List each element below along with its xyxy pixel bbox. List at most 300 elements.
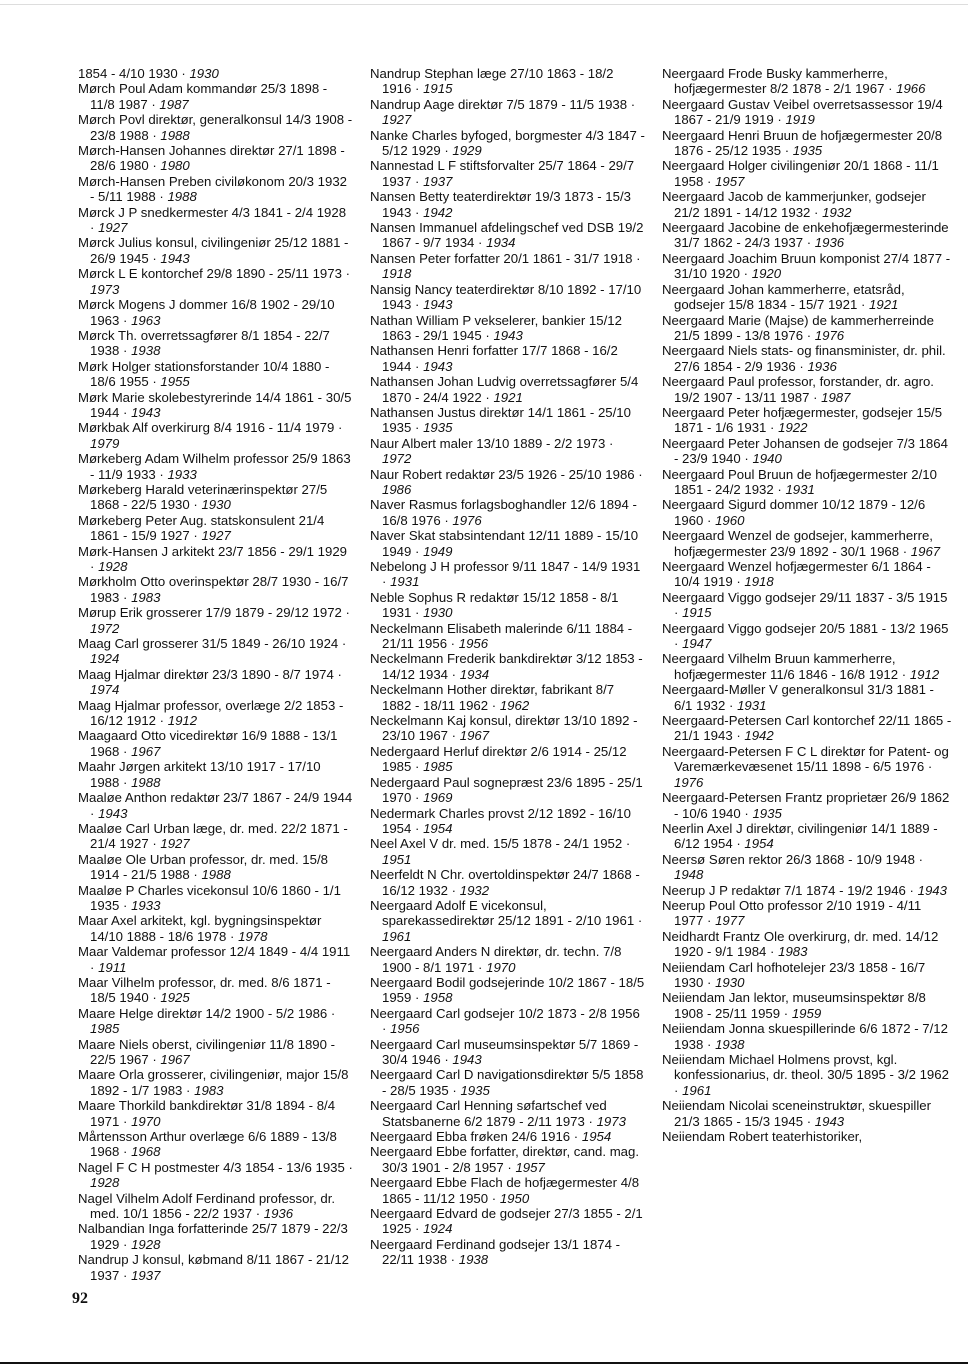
index-entry	[662, 929, 952, 960]
entry-year: 1966	[896, 81, 926, 97]
entry-text: Maag Hjalmar direktør 23/3 1890 - 8/7 1974 ·	[78, 666, 342, 682]
index-entry	[662, 1098, 952, 1129]
entry-text: Mørch-Hansen Johannes direktør 27/1 1898 - 28/6 1980 ·	[78, 143, 345, 174]
entry-year: 1930	[189, 66, 219, 81]
entry-text: Neidhardt Frantz Ole overkirurg, dr. med. 14/12 1920 - 9/1 1984 ·	[662, 928, 939, 960]
entry-year: 1927	[98, 220, 128, 236]
index-entry	[78, 174, 353, 205]
entry-text: Mørk Marie skolebestyrerinde 14/4 1861 - 30/5 1944 ·	[78, 389, 352, 420]
entry-text: Maahr Jørgen arkitekt 13/10 1917 - 17/10 1988 ·	[78, 759, 321, 790]
index-entry	[370, 621, 645, 652]
index-entry	[78, 1252, 353, 1283]
entry-year: 1918	[744, 574, 774, 590]
entry-text: Naur Robert redaktør 23/5 1926 - 25/10 1986 ·	[370, 466, 643, 482]
entry-year: 1980	[160, 158, 190, 174]
index-entry	[370, 1098, 645, 1129]
entry-year: 1927	[382, 112, 412, 128]
index-entry	[78, 667, 353, 698]
entry-year: 1943	[98, 805, 128, 821]
entry-text: Maaløe P Charles vicekonsul 10/6 1860 - 1/1 1935 ·	[78, 882, 341, 913]
entry-year: 1957	[515, 1159, 545, 1175]
entry-year: 1915	[682, 605, 712, 621]
entry-year: 1988	[160, 127, 190, 143]
entry-year: 1957	[715, 173, 745, 189]
index-entry	[662, 990, 952, 1021]
entry-year: 1936	[807, 358, 837, 374]
index-entry	[370, 898, 645, 944]
entry-text: Nannestad L F stiftsforvalter 25/7 1864 - 29/7 1937 ·	[370, 158, 635, 189]
entry-text: Maare Orla grosserer, civilingeniør, major 15/8 1892 - 1/7 1983 ·	[78, 1067, 349, 1098]
entry-text: Nedermark Charles provst 2/12 1892 - 16/10 1954 ·	[370, 805, 631, 836]
entry-year: 1985	[90, 1021, 120, 1037]
index-entry	[662, 1129, 952, 1144]
index-entry	[662, 590, 952, 621]
entry-text: Mørck L E kontorchef 29/8 1890 - 25/11 1973 ·	[78, 266, 350, 282]
index-entry	[370, 590, 645, 621]
entry-year: 1973	[596, 1113, 626, 1129]
index-entry	[78, 636, 353, 667]
entry-year: 1956	[458, 636, 489, 652]
index-entry	[662, 251, 952, 282]
entry-text: Neergaard Henri Bruun de hofjægermester 20/8 1876 - 25/12 1935 ·	[662, 127, 943, 159]
index-entry	[662, 713, 952, 744]
entry-year: 1934	[486, 235, 516, 251]
index-entry	[78, 328, 353, 359]
entry-text: Mørup Erik grosserer 17/9 1879 - 29/12 1972 ·	[78, 605, 350, 621]
entry-text: Nansen Betty teaterdirektør 19/3 1873 - 15/3 1943 ·	[370, 189, 631, 220]
index-entry	[78, 1221, 353, 1252]
entry-year: 1924	[423, 1221, 453, 1237]
entry-year: 1985	[423, 759, 453, 775]
index-entry	[78, 235, 353, 266]
entry-text: Neersø Søren rektor 26/3 1868 - 10/9 1948 ·	[662, 851, 923, 867]
entry-year: 1948	[674, 867, 704, 883]
entry-text: Neergaard Wenzel hofjægermester 6/1 1864 - 10/4 1919 ·	[662, 559, 931, 590]
entry-year: 1983	[131, 589, 161, 605]
index-entry	[78, 112, 353, 143]
index-entry	[78, 143, 353, 174]
entry-year: 1988	[167, 189, 197, 205]
entry-text: Nagel F C H postmester 4/3 1854 - 13/6 1935 ·	[78, 1159, 353, 1175]
entry-text: Nathansen Henri forfatter 17/7 1868 - 16/2 1944 ·	[370, 343, 618, 374]
entry-text: Mørkholm Otto overinspektør 28/7 1930 - 16/7 1983 ·	[78, 574, 349, 605]
entry-year: 1979	[90, 435, 120, 451]
entry-year: 1937	[423, 173, 453, 189]
entry-text: Mørck Th. overretssagfører 8/1 1854 - 22/7 1938 ·	[78, 327, 330, 359]
entry-text: Maagaard Otto vicedirektør 16/9 1888 - 13/1 1968 ·	[78, 728, 338, 759]
index-entry	[662, 405, 952, 436]
entry-year: 1954	[423, 820, 453, 836]
index-entry	[662, 852, 952, 883]
entry-text: Nedergaard Paul sognepræst 23/6 1895 - 25/1 1970 ·	[370, 774, 643, 806]
entry-year: 1928	[131, 1236, 161, 1252]
entry-year: 1924	[90, 651, 120, 667]
entry-text: Neergaard Vilhelm Bruun kammerherre, hofjægermester 11/6 1846 - 16/8 1912 ·	[662, 651, 910, 682]
index-entry	[370, 251, 645, 282]
entry-text: Neergaard Poul Bruun de hofjægermester 2/10 1851 - 24/2 1932 ·	[662, 466, 937, 497]
entry-text: Neergaard Holger civilingeniør 20/1 1868 - 11/1 1958 ·	[662, 158, 939, 189]
entry-year: 1912	[909, 666, 940, 682]
index-entry	[370, 651, 645, 682]
entry-year: 1967	[131, 743, 161, 759]
entry-text: Nagel Vilhelm Adolf Ferdinand professor, dr. med. 10/1 1856 - 22/2 1937 ·	[78, 1190, 336, 1222]
entry-text: Neergaard Peter hofjægermester, godsejer 15/5 1871 - 1/6 1931 ·	[662, 404, 943, 436]
entry-text: Mørkeberg Adam Wilhelm professor 25/9 1863 - 11/9 1933 ·	[78, 451, 351, 482]
entry-year: 1988	[131, 774, 161, 790]
entry-text: Neergaard Jacobine de enkehofjægermesterinde 31/7 1862 - 24/3 1937 ·	[662, 220, 949, 251]
entry-text: Neergaard Joachim Bruun komponist 27/4 1877 - 31/10 1920 ·	[662, 250, 951, 282]
entry-text: Neergaard Carl D navigationsdirektør 5/5 1858 - 28/5 1935 ·	[370, 1067, 644, 1098]
entry-text: Maag Hjalmar professor, overlæge 2/2 1853 - 16/12 1912 ·	[78, 697, 344, 729]
entry-year: 1920	[751, 266, 782, 282]
entry-text: Neiiendam Jan lektor, museumsinspektør 8/8 1908 - 25/11 1959 ·	[662, 990, 926, 1021]
entry-text: Neckelmann Hother direktør, fabrikant 8/7 1882 - 18/11 1962 ·	[370, 682, 615, 713]
index-entry	[370, 467, 645, 498]
index-entry	[662, 621, 952, 652]
index-entry	[662, 282, 952, 313]
entry-text: Neergaard Carl Henning søfartschef ved Statsbanerne 6/2 1879 - 2/11 1973 ·	[370, 1098, 607, 1129]
entry-year: 1935	[752, 805, 782, 821]
entry-text: Neergaard Ebba frøken 24/6 1916 ·	[370, 1129, 582, 1145]
index-entry	[78, 544, 353, 575]
index-entry	[78, 205, 353, 236]
entry-year: 1976	[452, 512, 482, 528]
entry-text: Mørch Poul Adam kommandør 25/3 1898 - 11/8 1987 ·	[78, 81, 328, 112]
entry-year: 1943	[917, 882, 947, 898]
entry-year: 1968	[131, 1144, 161, 1160]
index-entry	[370, 806, 645, 837]
entry-text: Neiiendam Nicolai sceneinstruktør, skuespiller 21/3 1865 - 15/3 1945 ·	[662, 1098, 931, 1129]
entry-year: 1983	[778, 944, 808, 960]
entry-year: 1938	[131, 343, 161, 359]
entry-text: Neergaard Frode Busky kammerherre, hofjægermester 8/2 1878 - 2/1 1967 ·	[662, 66, 897, 97]
entry-year: 1949	[423, 543, 453, 559]
index-entry	[662, 1021, 952, 1052]
index-entry	[662, 1052, 952, 1098]
entry-text: Neerup Poul Otto professor 2/10 1919 - 4/11 1977 ·	[662, 897, 922, 929]
entry-text: Neergaard Bodil godsejerinde 10/2 1867 - 18/5 1959 ·	[370, 974, 645, 1006]
index-entry	[370, 775, 645, 806]
index-entry	[370, 559, 645, 590]
index-entry	[370, 682, 645, 713]
entry-year: 1912	[167, 713, 198, 729]
entry-text: Mørkeberg Peter Aug. statskonsulent 21/4 1861 - 15/9 1927 ·	[78, 512, 325, 544]
entry-year: 1974	[90, 682, 120, 698]
entry-year: 1967	[160, 1052, 190, 1067]
entry-year: 1969	[423, 790, 453, 806]
entry-text: Neergaard Peter Johansen de godsejer 7/3 1864 - 23/9 1940 ·	[662, 435, 948, 467]
index-entry	[370, 343, 645, 374]
entry-year: 1988	[201, 867, 231, 883]
entry-year: 1922	[778, 420, 808, 436]
entry-year: 1937	[131, 1267, 161, 1283]
index-entry	[370, 1144, 645, 1175]
index-entry	[78, 728, 353, 759]
index-entry	[370, 436, 645, 467]
entry-text: Mørck Julius konsul, civilingeniør 25/12 1881 - 26/9 1945 ·	[78, 235, 349, 266]
entry-year: 1915	[423, 81, 453, 97]
entry-text: Mørch-Hansen Preben civiløkonom 20/3 1932 - 5/11 1988 ·	[78, 173, 348, 205]
index-entry	[370, 744, 645, 775]
entry-text: Mårtensson Arthur overlæge 6/6 1889 - 13/8 1968 ·	[78, 1129, 337, 1160]
index-entry	[78, 266, 353, 297]
entry-year: 1987	[159, 96, 189, 112]
entry-text: Neergaard Gustav Veibel overretsassessor 19/4 1867 - 21/9 1919 ·	[662, 96, 943, 128]
index-entry	[78, 1191, 353, 1222]
index-entry	[370, 975, 645, 1006]
entry-text: Mørck J P snedkermester 4/3 1841 - 2/4 1928 ·	[78, 204, 347, 236]
entry-year: 1935	[423, 420, 453, 436]
entry-year: 1954	[744, 836, 774, 852]
entry-year: 1940	[752, 451, 782, 467]
index-entry	[78, 297, 353, 328]
entry-year: 1918	[382, 266, 412, 282]
entry-text: Mørch Povl direktør, generalkonsul 14/3 1908 - 23/8 1988 ·	[78, 112, 353, 143]
entry-text: Neergaard Jacob de kammerjunker, godsejer 21/2 1891 - 14/12 1932 ·	[662, 189, 926, 220]
index-entry	[78, 975, 353, 1006]
entry-year: 1932	[822, 204, 852, 220]
entry-text: Neergaard Paul professor, forstander, dr. agro. 19/2 1907 - 13/11 1987 ·	[662, 374, 934, 405]
index-entry	[662, 528, 952, 559]
index-entry	[370, 1037, 645, 1068]
top-rule	[0, 4, 968, 5]
entry-text: Neergaard Viggo godsejer 20/5 1881 - 13/2 1965 ·	[662, 620, 949, 652]
entry-text: Maar Valdemar professor 12/4 1849 - 4/4 1911 ·	[78, 944, 351, 975]
entry-text: Neergaard-Petersen F C L direktør for Patent- og Varemærkevæsenet 15/11 1898 - 6/5 1976 ·	[662, 743, 949, 775]
index-entry	[662, 682, 952, 713]
index-column-2	[370, 66, 645, 1268]
entry-text: Naver Rasmus forlagsboghandler 12/6 1894 - 16/8 1976 ·	[370, 497, 637, 528]
entry-text: Nanke Charles byfoged, borgmester 4/3 1847 - 5/12 1929 ·	[370, 127, 645, 159]
entry-text: Neerup J P redaktør 7/1 1874 - 19/2 1946 ·	[662, 882, 918, 898]
entry-text: Naver Skat stabsintendant 12/11 1889 - 15/10 1949 ·	[370, 528, 639, 559]
entry-text: Nandrup J konsul, købmand 8/11 1867 - 21/12 1937 ·	[78, 1252, 349, 1283]
entry-text: Maag Carl grosserer 31/5 1849 - 26/10 1924 ·	[78, 636, 347, 652]
entry-year: 1947	[682, 636, 712, 652]
entry-year: 1936	[263, 1206, 294, 1222]
index-entry	[370, 282, 645, 313]
index-entry	[78, 451, 353, 482]
index-entry	[370, 128, 645, 159]
index-entry	[370, 158, 645, 189]
index-entry	[78, 1129, 353, 1160]
index-entry	[662, 189, 952, 220]
entry-year: 1976	[814, 327, 845, 343]
entry-year: 1960	[715, 512, 745, 528]
index-entry	[662, 898, 952, 929]
index-entry	[78, 883, 353, 914]
entry-year: 1943	[452, 1052, 482, 1067]
index-entry	[78, 81, 353, 112]
index-entry	[370, 1129, 645, 1144]
entry-text: Neergaard Carl godsejer 10/2 1873 - 2/8 1956 ·	[370, 1005, 640, 1037]
index-entry	[662, 66, 952, 97]
index-entry	[662, 960, 952, 991]
entry-year: 1967	[459, 728, 490, 744]
index-column-3	[662, 66, 952, 1144]
entry-text: Nandrup Stephan læge 27/10 1863 - 18/2 1916 ·	[370, 66, 614, 97]
index-entry	[370, 1067, 645, 1098]
entry-text: Neergaard Wenzel de godsejer, kammerherre, hofjægermester 23/9 1892 - 30/1 1968 ·	[662, 528, 933, 559]
index-entry	[662, 374, 952, 405]
entry-text: Neergaard Viggo godsejer 29/11 1837 - 3/5 1915 ·	[662, 589, 948, 621]
entry-year: 1967	[910, 543, 941, 559]
entry-year: 1933	[167, 466, 197, 482]
entry-year: 1970	[131, 1113, 161, 1129]
entry-text: Nathansen Justus direktør 14/1 1861 - 25/10 1935 ·	[370, 404, 631, 436]
entry-year: 1921	[869, 297, 899, 313]
index-entry	[370, 944, 645, 975]
entry-text: Mørk-Hansen J arkitekt 23/7 1856 - 29/1 1929 ·	[78, 543, 348, 574]
index-entry	[370, 867, 645, 898]
entry-text: Neergaard Ferdinand godsejer 13/1 1874 - 22/11 1938 ·	[370, 1236, 620, 1268]
index-entry	[370, 528, 645, 559]
entry-text: Neergaard Anders N direktør, dr. techn. 7/8 1900 - 8/1 1971 ·	[370, 944, 622, 975]
index-entry	[370, 374, 645, 405]
entry-year: 1958	[423, 990, 453, 1006]
entry-text: Nalbandian Inga forfatterinde 25/7 1879 - 22/3 1929 ·	[78, 1221, 348, 1252]
index-entry	[370, 713, 645, 744]
entry-year: 1976	[674, 774, 704, 790]
index-entry	[662, 97, 952, 128]
entry-text: Maar Vilhelm professor, dr. med. 8/6 1871 - 18/5 1940 ·	[78, 974, 331, 1006]
entry-text: Neckelmann Frederik bankdirektør 3/12 1853 - 14/12 1934 ·	[370, 651, 643, 682]
entry-year: 1983	[194, 1082, 224, 1098]
index-entry	[78, 513, 353, 544]
entry-year: 1942	[744, 728, 774, 744]
index-entry	[78, 1006, 353, 1037]
index-entry	[370, 313, 645, 344]
entry-year: 1943	[814, 1113, 845, 1129]
index-entry	[662, 128, 952, 159]
entry-year: 1956	[390, 1021, 420, 1037]
entry-text: Maare Niels oberst, civilingeniør 11/8 1890 - 22/5 1967 ·	[78, 1036, 336, 1067]
entry-year: 1935	[792, 143, 823, 159]
entry-year: 1938	[458, 1252, 489, 1268]
entry-text: Maaløe Carl Urban læge, dr. med. 22/2 1871 - 21/4 1927 ·	[78, 820, 348, 852]
index-entry	[78, 359, 353, 390]
entry-text: Neergaard-Petersen Carl kontorchef 22/11 1865 - 21/1 1943 ·	[662, 713, 952, 744]
index-entry	[78, 1067, 353, 1098]
index-entry	[78, 821, 353, 852]
page-number: 92	[72, 1290, 88, 1307]
entry-year: 1938	[715, 1036, 745, 1052]
entry-text: Nedergaard Herluf direktør 2/6 1914 - 25/12 1985 ·	[370, 743, 627, 775]
entry-text: Neergaard Johan kammerherre, etatsråd, godsejer 15/8 1834 - 15/7 1921 ·	[662, 281, 905, 313]
index-entry	[662, 821, 952, 852]
entry-text: Neiiendam Carl hofhotelejer 23/3 1858 - 16/7 1930 ·	[662, 959, 926, 990]
entry-text: Neergaard Ebbe Flach de hofjægermester 4/8 1865 - 11/12 1950 ·	[370, 1175, 640, 1206]
entry-text: Maare Thorkild bankdirektør 31/8 1894 - 8/4 1971 ·	[78, 1098, 336, 1129]
index-entry	[662, 497, 952, 528]
entry-year: 1911	[98, 959, 127, 975]
entry-year: 1932	[459, 882, 490, 898]
index-entry	[78, 574, 353, 605]
entry-year: 1961	[682, 1082, 712, 1098]
entry-text: Mørkeberg Harald veterinærinspektør 27/5 1868 - 22/5 1930 ·	[78, 481, 328, 513]
index-entry	[662, 343, 952, 374]
entry-text: Neerfeldt N Chr. overtoldinspektør 24/7 1868 - 16/12 1932 ·	[370, 867, 640, 898]
entry-year: 1927	[160, 836, 190, 852]
index-column-1	[78, 66, 353, 1283]
entry-text: Neckelmann Elisabeth malerinde 6/11 1884 - 21/11 1956 ·	[370, 620, 633, 652]
index-entry	[78, 605, 353, 636]
entry-year: 1954	[581, 1129, 612, 1145]
entry-text: Nebelong J H professor 9/11 1847 - 14/9 1931 ·	[370, 559, 641, 590]
entry-text: Neble Sophus R redaktør 15/12 1858 - 8/1 1931 ·	[370, 589, 619, 621]
index-entry	[662, 790, 952, 821]
index-entry	[78, 790, 353, 821]
entry-year: 1955	[160, 374, 190, 390]
entry-year: 1943	[131, 404, 161, 420]
entry-text: Neergaard Marie (Majse) de kammerherreinde 21/5 1899 - 13/8 1976 ·	[662, 312, 934, 343]
index-entry	[370, 66, 645, 97]
entry-text: Maar Axel arkitekt, kgl. bygningsinspektør 14/10 1888 - 18/6 1978 ·	[78, 913, 322, 944]
index-entry	[662, 651, 952, 682]
entry-text: Neel Axel V dr. med. 15/5 1878 - 24/1 1952 ·	[370, 836, 631, 852]
entry-year: 1950	[499, 1190, 530, 1206]
entry-year: 1935	[460, 1082, 490, 1098]
entry-year: 1951	[382, 851, 412, 867]
entry-text: Nathan William P vekselerer, bankier 15/12 1863 - 29/1 1945 ·	[370, 312, 622, 343]
entry-year: 1927	[201, 528, 231, 544]
entry-year: 1928	[98, 559, 128, 574]
entry-text: Maaløe Ole Urban professor, dr. med. 15/8 1914 - 21/5 1988 ·	[78, 851, 328, 883]
index-entry	[370, 97, 645, 128]
entry-year: 1970	[486, 959, 516, 975]
entry-year: 1929	[452, 143, 482, 159]
index-entry	[78, 944, 353, 975]
entry-year: 1934	[459, 666, 490, 682]
entry-year: 1986	[382, 481, 412, 497]
entry-year: 1930	[715, 974, 745, 990]
index-entry	[78, 913, 353, 944]
entry-text: Neergaard Ebbe forfatter, direktør, cand. mag. 30/3 1901 - 2/8 1957 ·	[370, 1144, 640, 1175]
index-entry	[370, 1237, 645, 1268]
entry-text: Nansen Peter forfatter 20/1 1861 - 31/7 1918 ·	[370, 250, 641, 266]
index-entry	[78, 1098, 353, 1129]
index-entry	[662, 467, 952, 498]
entry-text: Neergaard Sigurd dommer 10/12 1879 - 12/6 1960 ·	[662, 497, 926, 528]
entry-text: Mørck Mogens J dommer 16/8 1902 - 29/10 1963 ·	[78, 297, 335, 328]
entry-year: 1943	[423, 358, 453, 374]
entry-text: Maaløe Anthon redaktør 23/7 1867 - 24/9 1944 ·	[78, 790, 353, 821]
index-entry	[662, 158, 952, 189]
entry-year: 1925	[160, 990, 190, 1006]
index-entry	[370, 497, 645, 528]
entry-year: 1928	[90, 1175, 120, 1191]
index-entry	[662, 436, 952, 467]
index-entry	[370, 1206, 645, 1237]
entry-year: 1987	[821, 389, 851, 405]
entry-year: 1943	[160, 250, 190, 266]
entry-year: 1959	[791, 1005, 822, 1021]
entry-text: Nansen Immanuel afdelingschef ved DSB 19/2 1867 - 9/7 1934 ·	[370, 220, 644, 251]
entry-text: 1854 - 4/10 1930 ·	[78, 66, 190, 81]
entry-text: Neergaard Edvard de godsejer 27/3 1855 - 2/1 1925 ·	[370, 1206, 643, 1237]
entry-text: Nathansen Johan Ludvig overretssagfører 5/4 1870 - 24/4 1922 ·	[370, 374, 639, 405]
index-entry	[662, 744, 952, 790]
entry-text: Neckelmann Kaj konsul, direktør 13/10 1892 - 23/10 1967 ·	[370, 713, 638, 744]
entry-year: 1972	[90, 620, 120, 636]
index-entry	[370, 1006, 645, 1037]
entry-text: Maare Helge direktør 14/2 1900 - 5/2 1986 ·	[78, 1005, 336, 1021]
index-entry	[78, 759, 353, 790]
index-entry	[78, 390, 353, 421]
entry-year: 1931	[390, 574, 420, 590]
entry-year: 1930	[423, 605, 453, 621]
index-entry	[370, 405, 645, 436]
